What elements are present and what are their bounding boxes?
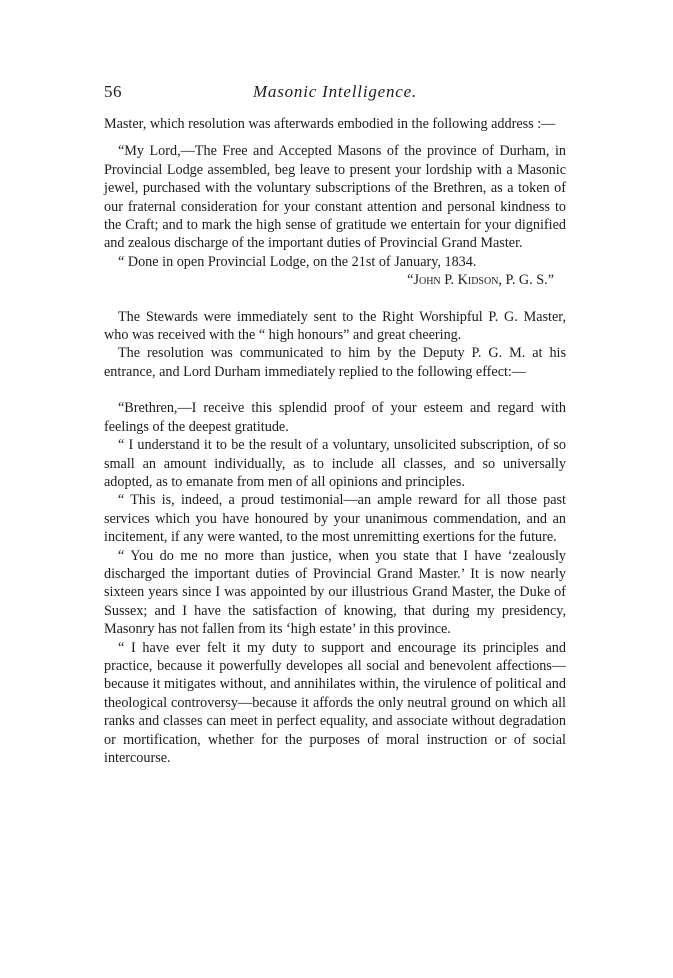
page-header bbox=[104, 82, 566, 106]
address-dateline: “ Done in open Provincial Lodge, on the 21st of January, 1834. bbox=[118, 253, 477, 270]
address-paragraph: “My Lord,—The Free and Accepted Masons of the province of Durham, in Provincial Lodge assembled, beg leave to present your lordship with a Masonic jewel, purchased with the voluntary subscriptions of the Brethren, as a token of our fraternal consideration for your constant attention and personal kindness to the Craft; and to mark the high sense of gratitude we entertain for your dignified and zealous discharge of the important duties of Provincial Grand Master. bbox=[104, 143, 566, 252]
page-number: 56 bbox=[104, 82, 122, 101]
reply-paragraph: “ I understand it to be the result of a voluntary, unsolicited subscription, of so small an amount individually, as to include all classes, and so universally adopted, as to emanate from men of all opinions and principles. bbox=[104, 437, 566, 490]
running-title: Masonic Intelligence. bbox=[252, 82, 418, 101]
body-text bbox=[104, 115, 566, 767]
spacer bbox=[104, 133, 566, 142]
spacer bbox=[104, 290, 566, 308]
narrative-paragraph: The resolution was communicated to him by the Deputy P. G. M. at his entrance, and Lord Durham immediately replied to the following effect:— bbox=[104, 345, 566, 380]
reply-paragraph: “Brethren,—I receive this splendid proof of your esteem and regard with feelings of the deepest gratitude. bbox=[104, 400, 566, 435]
paragraph-continuation: Master, which resolution was afterwards embodied in the following address :— bbox=[104, 116, 556, 132]
spacer bbox=[104, 381, 566, 399]
address-signature: “John P. Kidson, P. G. S.” bbox=[407, 272, 554, 289]
narrative-paragraph: The Stewards were immediately sent to the Right Worshipful P. G. Master, who was received with the “ high honours” and great cheering. bbox=[104, 308, 566, 344]
reply-paragraph: “ This is, indeed, a proud testimonial—an ample reward for all those past services which you have honoured by your unanimous commendation, and an incitement, if any were wanted, to the most unremitting exertions for the future. bbox=[104, 492, 566, 546]
reply-paragraph: “ I have ever felt it my duty to support and encourage its principles and practice, because it powerfully developes all social and benevolent affections—because it mitigates without, and annihilates within, the virulence of political and theological controversy—because it affords the only neutral ground on which all ranks and classes can meet in perfect equality, and associate without degradation or mortification, whether for the purposes of moral instruction or of social intercourse. bbox=[104, 639, 566, 766]
reply-paragraph: “ You do me no more than justice, when you state that I have ‘zealously discharged the important duties of Provincial Grand Master.’ It is now nearly sixteen years since I was appointed by our illustrious Grand Master, the Duke of Sussex; and I have the satisfaction of knowing, that during my presidency, Masonry has not fallen from its ‘high estate’ in this province. bbox=[104, 547, 566, 638]
